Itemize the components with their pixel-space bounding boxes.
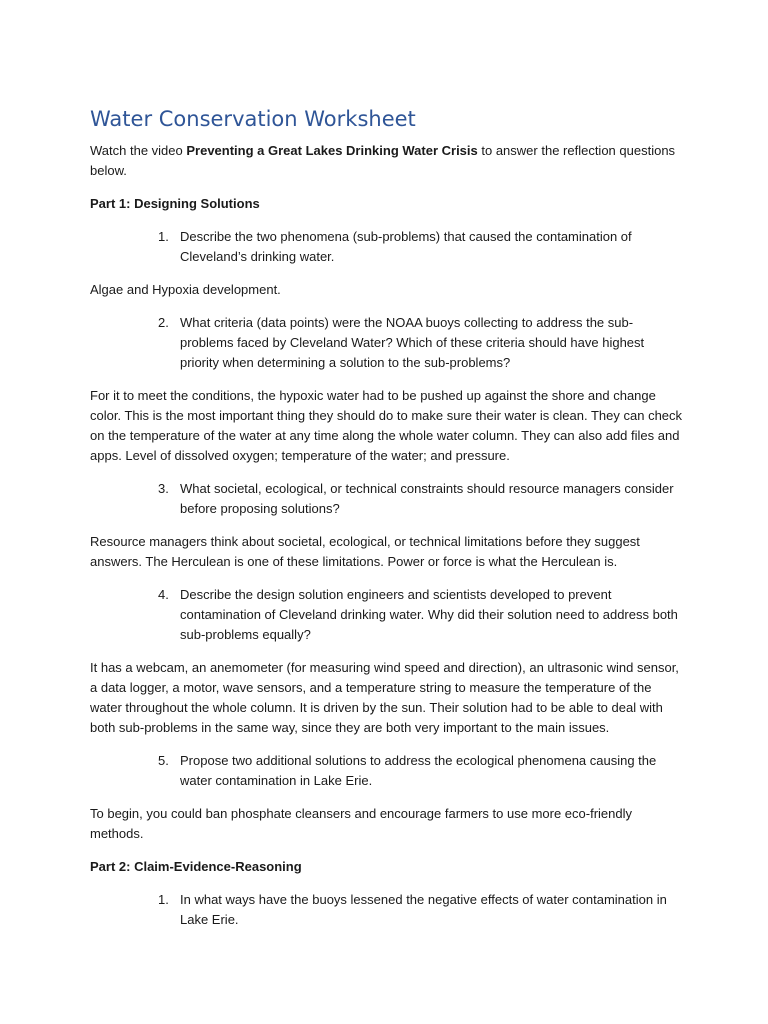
question-number: 1.: [158, 892, 169, 907]
question-text: Propose two additional solutions to address the ecological phenomena causing the water contamination in Lake Erie.: [180, 753, 657, 788]
question-text: In what ways have the buoys lessened the negative effects of water contamination in Lake Erie.: [180, 892, 667, 927]
page-title: Water Conservation Worksheet: [90, 107, 416, 131]
answer-2: For it to meet the conditions, the hypoxic water had to be pushed up against the shore and change color. This is the most important thing they should do to make sure their water is clean. They can check on the temperature of the water at any time along the whole water column. They can also add files and apps. Level of dissolved oxygen; temperature of the water; and pressure.: [90, 388, 683, 463]
worksheet-page: [90, 104, 686, 943]
answer-5: To begin, you could ban phosphate cleansers and encourage farmers to use more eco-friendly methods.: [90, 806, 632, 841]
intro-text-before: Watch the video: [90, 143, 187, 158]
part2-question-1: [158, 890, 686, 930]
question-2: [158, 313, 686, 373]
question-3: [158, 479, 686, 519]
answer-3: Resource managers think about societal, ecological, or technical limitations before they suggest answers. The Herculean is one of these limitations. Power or force is what the Herculean is.: [90, 534, 640, 569]
question-text: Describe the two phenomena (sub-problems) that caused the contamination of Cleveland’s drinking water.: [180, 229, 632, 264]
question-text: What criteria (data points) were the NOAA buoys collecting to address the sub-problems faced by Cleveland Water? Which of these criteria should have highest priority when determining a solution to the sub-problems?: [180, 315, 645, 370]
answer-1: Algae and Hypoxia development.: [90, 282, 281, 297]
answer-4: It has a webcam, an anemometer (for measuring wind speed and direction), an ultrasonic wind sensor, a data logger, a motor, wave sensors, and a temperature string to measure the temperature of the water throughout the whole column. It is driven by the sun. Their solution had to be able to deal with both sub-problems in the same way, since they are both very important to the main issues.: [90, 660, 679, 735]
question-5: [158, 751, 686, 791]
video-title: Preventing a Great Lakes Drinking Water Crisis: [186, 143, 478, 158]
question-number: 1.: [158, 229, 169, 244]
part1-heading: Part 1: Designing Solutions: [90, 196, 260, 211]
question-text: Describe the design solution engineers and scientists developed to prevent contamination of Cleveland drinking water. Why did their solution need to address both sub-problems equally?: [180, 587, 678, 642]
question-number: 4.: [158, 587, 169, 602]
intro-paragraph: [90, 141, 686, 181]
intro-text-after: to answer the reflection questions below.: [90, 143, 676, 178]
question-1: [158, 227, 686, 267]
part2-heading: Part 2: Claim-Evidence-Reasoning: [90, 859, 302, 874]
question-number: 5.: [158, 753, 169, 768]
question-text: What societal, ecological, or technical constraints should resource managers consider before proposing solutions?: [180, 481, 674, 516]
question-4: [158, 585, 686, 645]
question-number: 3.: [158, 481, 169, 496]
question-number: 2.: [158, 315, 169, 330]
